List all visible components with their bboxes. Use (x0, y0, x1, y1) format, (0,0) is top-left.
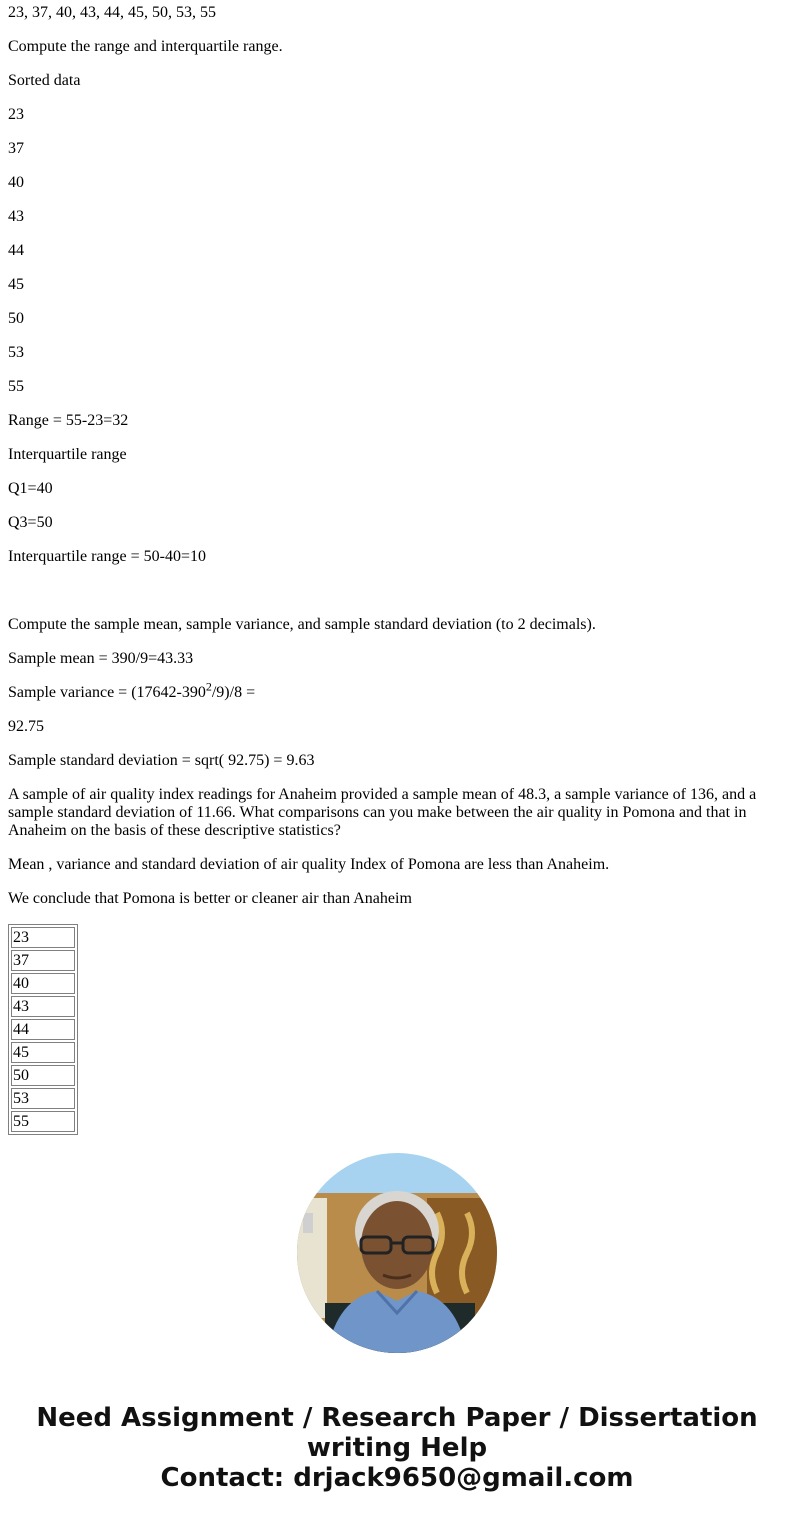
sd-result: Sample standard deviation = sqrt( 92.75) = 9.63 (8, 752, 315, 769)
data-table (8, 924, 78, 1135)
table-cell: 37 (11, 950, 75, 971)
table-row (11, 1088, 75, 1109)
variance-value: 92.75 (8, 718, 44, 735)
sorted-value: 50 (8, 310, 24, 327)
q3-result: Q3=50 (8, 514, 53, 531)
mean-result: Sample mean = 390/9=43.33 (8, 650, 194, 667)
footer-banner (0, 1403, 794, 1493)
conclusion: We conclude that Pomona is better or cleaner air than Anaheim (8, 890, 412, 907)
sorted-value: 44 (8, 242, 24, 259)
table-cell: 53 (11, 1088, 75, 1109)
mean-question: Compute the sample mean, sample variance, and sample standard deviation (to 2 decimals). (8, 616, 596, 633)
variance-formula (8, 679, 778, 702)
sorted-value: 45 (8, 276, 24, 293)
sorted-data-heading: Sorted data (8, 72, 81, 89)
table-cell: 55 (11, 1111, 75, 1132)
table-row (11, 1065, 75, 1086)
table-row (11, 1042, 75, 1063)
data-values-line: 23, 37, 40, 43, 44, 45, 50, 53, 55 (8, 4, 216, 21)
footer-line: Need Assignment / Research Paper / Dissertation (36, 1403, 758, 1433)
comparison-question: A sample of air quality index readings for Anaheim provided a sample mean of 48.3, a sample variance of 136, and a sample standard deviation of 11.66. What comparisons can you make between the air quality in Pomona and that in Anaheim on the basis of these descriptive statistics? (8, 786, 757, 839)
table-cell: 43 (11, 996, 75, 1017)
table-cell: 44 (11, 1019, 75, 1040)
comparison-answer: Mean , variance and standard deviation of air quality Index of Pomona are less than Anaheim. (8, 856, 610, 873)
blank-line (8, 582, 778, 600)
sorted-value: 40 (8, 174, 24, 191)
footer-line: writing Help (306, 1433, 488, 1463)
sorted-value: 23 (8, 106, 24, 123)
document-body (8, 0, 778, 1135)
footer-contact: Contact: drjack9650@gmail.com (160, 1463, 634, 1493)
table-row (11, 927, 75, 948)
iqr-result: Interquartile range = 50-40=10 (8, 548, 206, 565)
table-row (11, 950, 75, 971)
table-row (11, 996, 75, 1017)
variance-exponent: 2 (205, 679, 212, 694)
table-cell: 23 (11, 927, 75, 948)
table-cell: 50 (11, 1065, 75, 1086)
table-cell: 45 (11, 1042, 75, 1063)
variance-prefix: Sample variance = (17642-390 (8, 684, 206, 701)
sorted-value: 43 (8, 208, 24, 225)
sorted-value: 37 (8, 140, 24, 157)
q1-result: Q1=40 (8, 480, 53, 497)
table-row (11, 1111, 75, 1132)
range-question: Compute the range and interquartile range. (8, 38, 283, 55)
table-cell: 40 (11, 973, 75, 994)
iqr-heading: Interquartile range (8, 446, 127, 463)
variance-suffix: /9)/8 = (211, 684, 256, 701)
table-row (11, 973, 75, 994)
avatar (297, 1153, 497, 1353)
portrait-image (297, 1153, 497, 1353)
range-result: Range = 55-23=32 (8, 412, 129, 429)
sorted-value: 55 (8, 378, 24, 395)
sorted-value: 53 (8, 344, 24, 361)
table-row (11, 1019, 75, 1040)
